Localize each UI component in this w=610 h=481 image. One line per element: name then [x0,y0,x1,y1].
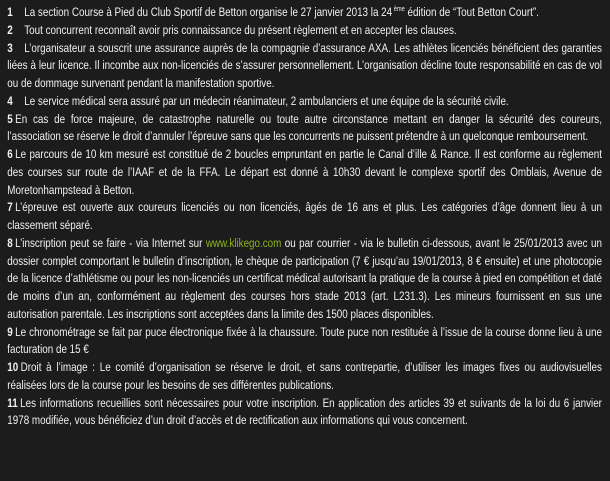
rule-7-number: 7 [7,200,13,215]
rule-5-text: En cas de force majeure, de catastrophe naturelle ou toute autre circonstance mettant en danger la sécurité des coureurs, l’association se réserve le droit d’annuler l’épreuve sans que les concurrents ne puissent prétendre à un quelconque remboursement. [7,111,602,144]
rule-8-text-before-link: L’inscription peut se faire - via Internet sur [15,235,206,250]
rule-1-text: La section Course à Pied du Club Sportif de Betton organise le 27 janvier 2013 la 24 [24,5,393,19]
rule-6-number: 6 [7,147,13,161]
rule-paragraph-3 [7,40,602,93]
rule-2-text: Tout concurrent reconnaît avoir pris connaissance du présent règlement et en accepter les clauses. [24,22,457,37]
rule-paragraph-1 [7,4,602,22]
rule-paragraph-11 [7,395,602,431]
rule-11-text: Les informations recueillies sont nécessaires pour votre inscription. En application des articles 39 et suivants de la loi du 6 janvier 1978 modifiée, vous bénéficiez d’un droit d’accès et de rectification aux informations qui vous concernent. [7,395,602,428]
rule-9-number: 9 [7,324,13,339]
rule-5-number: 5 [7,111,13,126]
klikego-link[interactable]: www.klikego.com [205,235,282,250]
rule-7-text: L’épreuve est ouverte aux coureurs licenciés ou non licenciés, âgés de 16 ans et plus. Les catégories d’âge donnent lieu à un classement séparé. [7,200,602,232]
rule-2-number: 2 [7,22,13,37]
rule-6-text: Le parcours de 10 km mesuré est constitué de 2 boucles empruntant en partie le Canal d’ille & Rance. Il est conforme au règlement des courses sur route de l’IAAF et de la FFA. Le départ est donné à 10h30 devant le complexe sportif des Omblais, Avenue de Moretonhampstead à Betton. [7,147,602,197]
rule-paragraph-2 [7,22,602,40]
rule-paragraph-5 [7,111,602,147]
rule-paragraph-10 [7,359,602,395]
edition-superscript: ème [393,5,405,13]
rule-paragraph-7 [7,199,602,235]
rule-10-text: Droit à l’image : Le comité d’organisation se réserve le droit, et sans contrepartie, d’utiliser les images fixes ou audiovisuelles réalisées lors de la course pour les besoins de ses différentes publications. [7,360,602,392]
rule-1-text-end: édition de “Tout Betton Court”. [404,5,539,19]
rule-8-number: 8 [7,235,13,250]
rule-paragraph-9 [7,324,602,360]
rule-9-text: Le chronométrage se fait par puce électronique fixée à la chaussure. Toute puce non restituée à l’issue de la course donne lieu à une facturation de 15 € [7,324,602,357]
rule-11-number: 11 [7,395,18,410]
rule-paragraph-6 [7,146,602,199]
rule-3-number: 3 [7,40,13,55]
rule-10-number: 10 [7,360,19,374]
rule-paragraph-4 [7,93,602,111]
rule-4-number: 4 [7,93,13,108]
rule-4-text: Le service médical sera assuré par un médecin réanimateur, 2 ambulanciers et une équipe de la sécurité civile. [24,93,509,108]
rule-1-number: 1 [7,5,13,19]
rule-8-text-after-link: ou par courrier - via le bulletin ci-dessous, avant le 25/01/2013 avec un dossier complet comportant le bulletin d’inscription, le chèque de participation (7 € jusqu’au 19/01/2013, 8 € ensuite) et une photocopie de la licence d’athlétisme ou pour les non-licenciés un certificat médical autorisant la pratique de la course à pied en compétition et daté de moins d’un an, conformément au règlement des courses hors stade 2013 (art. L231.3). Les mineurs fournissent en sus une autorisation parentale. Les inscriptions sont acceptées dans la limite des 1500 places disponibles. [7,235,602,321]
rule-paragraph-8 [7,235,602,324]
rule-3-text: L’organisateur a souscrit une assurance auprès de la compagnie d’assurance AXA. Les athlètes licenciés bénéficient des garanties liées à leur licence. Il incombe aux non-licenciés de s’assurer personnellement. L’organisation décline toute responsabilité en cas de vol ou de dommage survenant pendant la manifestation sportive. [7,40,602,90]
